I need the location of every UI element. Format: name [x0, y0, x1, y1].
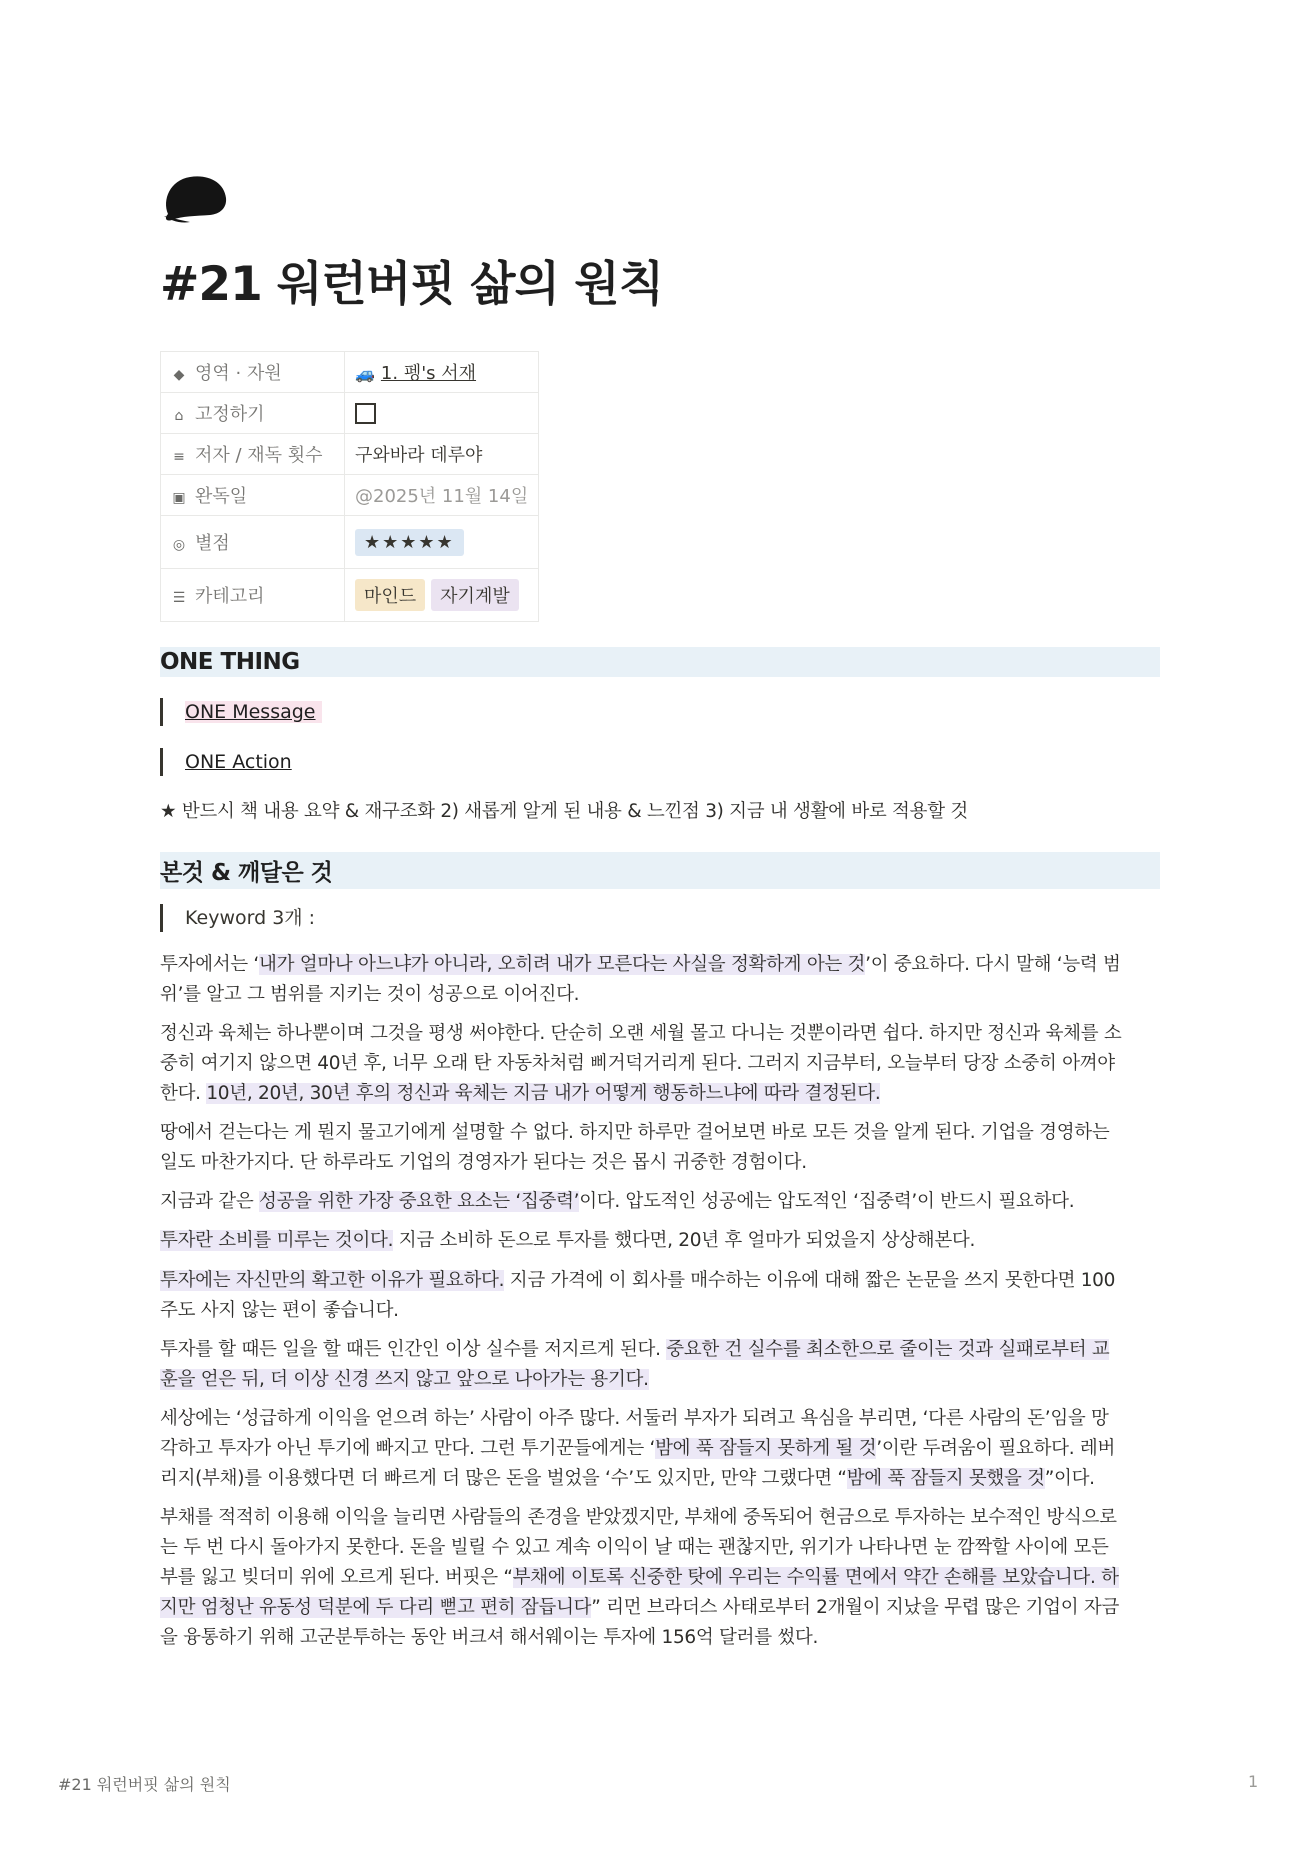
property-label: 카테고리: [195, 586, 265, 607]
paragraph-line: 중히 여기지 않으면 40년 후, 너무 오래 탄 자동차처럼 삐거덕거리게 된다. 그러지 지금부터, 오늘부터 당장 소중히 아껴야: [160, 1053, 1115, 1074]
paragraph-line: 훈을 얻은 뒤, 더 이상 신경 쓰지 않고 앞으로 나아가는 용기다.: [160, 1369, 649, 1390]
paragraph-line: 지만 엄청난 유동성 덕분에 두 다리 뻗고 편히 잠듭니다” 리먼 브라더스 사태로부터 2개월이 지났을 무렵 많은 기업이 자금: [160, 1597, 1120, 1618]
paragraph-line: 정신과 육체는 하나뿐이며 그것을 평생 써야한다. 단순히 오랜 세월 몰고 다니는 것뿐이라면 쉽다. 하지만 정신과 육체를 소: [160, 1023, 1122, 1044]
paragraph-line: 투자를 할 때든 일을 할 때든 인간인 이상 실수를 저지르게 된다. 중요한 건 실수를 최소한으로 줄이는 것과 실패로부터 교: [160, 1339, 1110, 1360]
property-value[interactable]: [345, 352, 539, 393]
paragraph-line: 땅에서 걷는다는 게 뭔지 물고기에게 설명할 수 없다. 하지만 하루만 걸어보면 바로 모든 것을 알게 된다. 기업을 경영하는: [160, 1122, 1110, 1143]
paragraph-line: 투자에는 자신만의 확고한 이유가 필요하다. 지금 가격에 이 회사를 매수하는 이유에 대해 짧은 논문을 쓰지 못한다면 100: [160, 1270, 1116, 1291]
property-key[interactable]: [161, 516, 345, 569]
property-key[interactable]: [161, 434, 345, 475]
text-lines-icon: ≡: [173, 449, 185, 465]
property-label: 고정하기: [195, 404, 265, 425]
property-value[interactable]: [345, 393, 539, 434]
target-icon: ◎: [172, 537, 186, 553]
property-row: [161, 569, 539, 622]
one-action-quote: [160, 748, 292, 776]
paragraph-line: 을 융통하기 위해 고군분투하는 동안 버크셔 해서웨이는 투자에 156억 달러를 썼다.: [160, 1627, 819, 1648]
category-tag[interactable]: 자기계발: [431, 579, 519, 611]
page-number: 1: [1248, 1772, 1259, 1791]
property-row: [161, 475, 539, 516]
author-value: 구와바라 데루야: [355, 445, 483, 466]
property-key[interactable]: [161, 352, 345, 393]
paragraph-line: 지금과 같은 성공을 위한 가장 중요한 요소는 ‘집중력’이다. 압도적인 성공에는 압도적인 ‘집중력’이 반드시 필요하다.: [160, 1191, 1075, 1212]
paragraph-line: 리지(부채)를 이용했다면 더 빠르게 더 많은 돈을 벌었을 ‘수’도 있지만, 만약 그랬다면 “밤에 푹 잠들지 못했을 것”이다.: [160, 1468, 1095, 1489]
rating-tag[interactable]: ★★★★★: [355, 529, 464, 556]
keyword-quote: [160, 904, 315, 932]
property-key[interactable]: [161, 569, 345, 622]
paragraph-line: 각하고 투자가 아닌 투기에 빠지고 만다. 그런 투기꾼들에게는 ‘밤에 푹 잠들지 못하게 될 것’이란 두려움이 필요하다. 레버: [160, 1438, 1116, 1459]
property-label: 영역 · 자원: [195, 363, 282, 384]
section-heading-insights: 본것 & 깨달은 것: [160, 852, 1160, 889]
paragraph-line: 세상에는 ‘성급하게 이익을 얻으려 하는’ 사람이 아주 많다. 서둘러 부자가 되려고 욕심을 부리면, ‘다른 사람의 돈’임을 망: [160, 1408, 1109, 1429]
pin-icon: ⌂: [174, 408, 184, 424]
property-row: [161, 434, 539, 475]
paragraph-line: 주도 사지 않는 편이 좋습니다.: [160, 1300, 399, 1321]
relation-link[interactable]: 1. 펭's 서재: [380, 363, 477, 384]
paragraph-line: 위’를 알고 그 범위를 지키는 것이 성공으로 이어진다.: [160, 984, 580, 1005]
property-row: [161, 516, 539, 569]
properties-table: [160, 351, 539, 622]
property-label: 저자 / 재독 횟수: [195, 445, 323, 466]
property-row: [161, 393, 539, 434]
paragraph-line: 투자에서는 ‘내가 얼마나 아느냐가 아니라, 오히려 내가 모른다는 사실을 정확하게 아는 것’이 중요하다. 다시 말해 ‘능력 범: [160, 954, 1121, 975]
paragraph-line: 투자란 소비를 미루는 것이다. 지금 소비하 돈으로 투자를 했다면, 20년 후 얼마가 되었을지 상상해본다.: [160, 1230, 976, 1251]
keyword-label: Keyword 3개 :: [185, 907, 316, 929]
paragraph-line: 일도 마찬가지다. 단 하루라도 기업의 경영자가 된다는 것은 몹시 귀중한 경험이다.: [160, 1152, 807, 1173]
black-hat-icon[interactable]: [160, 170, 230, 226]
paragraph-line: 부를 잃고 빚더미 위에 오르게 된다. 버핏은 “부채에 이토록 신중한 탓에 우리는 수익률 면에서 약간 손해를 보았습니다. 하: [160, 1567, 1119, 1588]
property-value[interactable]: [345, 434, 539, 475]
calendar-icon: ▣: [172, 490, 186, 506]
paragraph-line: 한다. 10년, 20년, 30년 후의 정신과 육체는 지금 내가 어떻게 행동하느냐에 따라 결정된다.: [160, 1083, 881, 1104]
layers-icon: ◆: [173, 367, 185, 383]
property-key[interactable]: [161, 393, 345, 434]
list-icon: ☰: [172, 590, 186, 606]
property-value[interactable]: [345, 475, 539, 516]
property-label: 별점: [195, 533, 230, 554]
section-heading-one-thing: ONE THING: [160, 647, 1160, 677]
footer-title: #21 워런버핏 삶의 원칙: [58, 1775, 231, 1794]
property-key[interactable]: [161, 475, 345, 516]
guide-text: ★ 반드시 책 내용 요약 & 재구조화 2) 새롭게 알게 된 내용 & 느낀점 3) 지금 내 생활에 바로 적용할 것: [160, 801, 968, 822]
date-value: @2025년 11월 14일: [355, 486, 529, 507]
property-label: 완독일: [195, 486, 248, 507]
property-row: [161, 352, 539, 393]
property-value[interactable]: [345, 516, 539, 569]
paragraph-line: 부채를 적적히 이용해 이익을 늘리면 사람들의 존경을 받았겠지만, 부채에 중독되어 현금으로 투자하는 보수적인 방식으로: [160, 1507, 1117, 1528]
one-message-link[interactable]: ONE Message: [185, 701, 322, 723]
paragraph-line: 는 두 번 다시 돌아가지 못한다. 돈을 빌릴 수 있고 계속 이익이 날 때는 괜찮지만, 위기가 나타나면 눈 깜짝할 사이에 모든: [160, 1537, 1109, 1558]
one-message-quote: [160, 698, 322, 726]
category-tag[interactable]: 마인드: [355, 579, 425, 611]
one-action-link[interactable]: ONE Action: [185, 751, 292, 773]
page-title: #21 워런버핏 삶의 원칙: [160, 257, 664, 312]
car-icon: 🚙: [355, 364, 375, 383]
property-value[interactable]: [345, 569, 539, 622]
pin-checkbox[interactable]: [355, 403, 376, 424]
